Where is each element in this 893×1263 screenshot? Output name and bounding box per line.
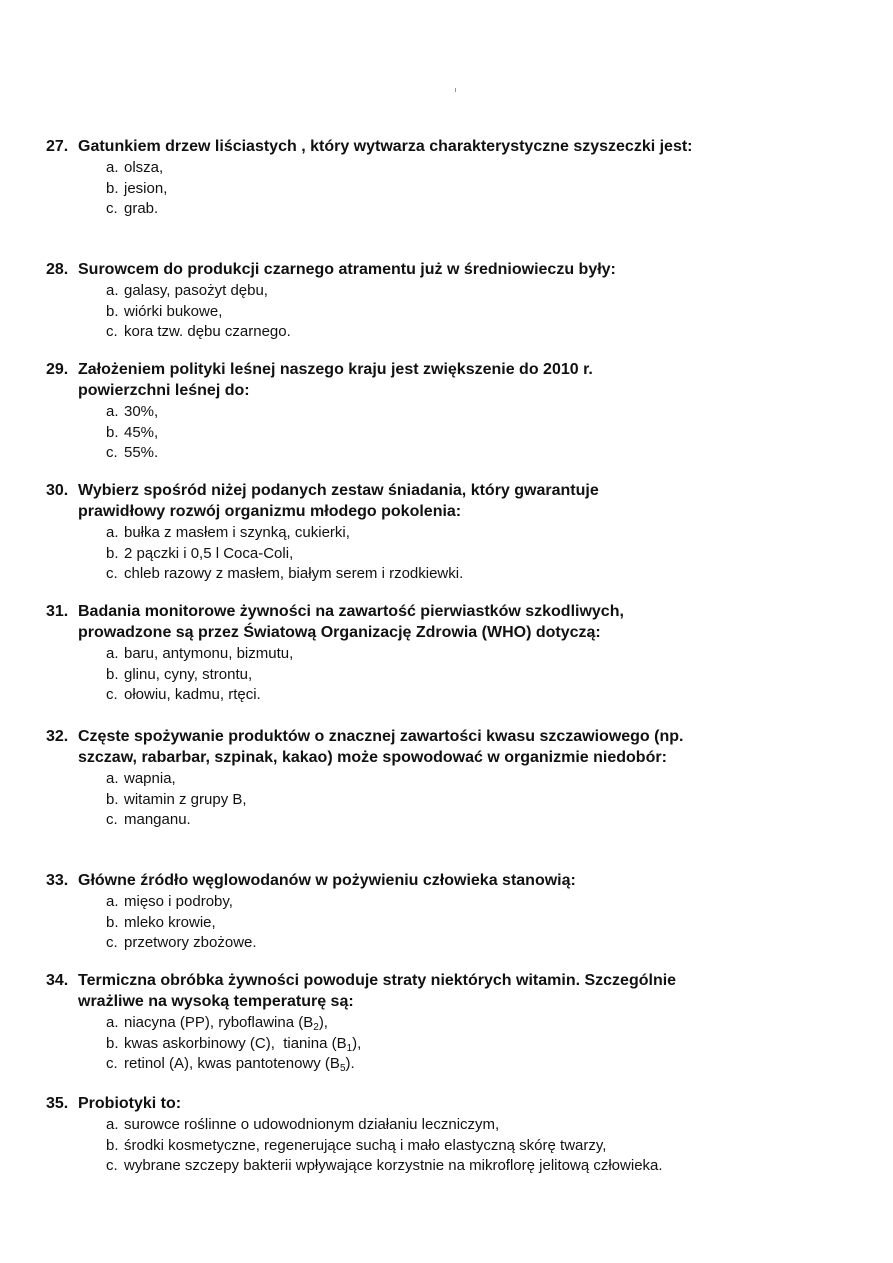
question-29 <box>46 359 766 464</box>
answer-list <box>106 892 766 954</box>
answer-option: a. wapnia, <box>106 770 176 787</box>
question-28 <box>46 259 766 343</box>
question-number: 31. <box>46 603 69 620</box>
answer-option: b. 45%, <box>106 423 159 441</box>
answer-option: b. glinu, cyny, strontu, <box>106 665 253 683</box>
answer-list <box>106 281 766 343</box>
question-text: Główne źródło węglowodanów w pożywieniu człowieka stanowią: <box>78 872 576 889</box>
question-text: Probiotyki to: <box>78 1095 182 1112</box>
answer-list <box>106 402 766 464</box>
question-text: Badania monitorowe żywności na zawartość pierwiastków szkodliwych, prowadzone są przez Światową Organizację Zdrowia (WHO) dotyczą: <box>78 603 624 641</box>
question-33 <box>46 870 766 954</box>
question-31 <box>46 601 766 706</box>
question-number: 28. <box>46 261 69 278</box>
question-number: 27. <box>46 138 69 155</box>
question-32 <box>46 726 766 831</box>
question-35 <box>46 1093 766 1177</box>
question-header <box>46 870 766 891</box>
question-header <box>46 970 766 1012</box>
answer-option: c. manganu. <box>106 811 191 828</box>
answer-option: c. kora tzw. dębu czarnego. <box>106 323 291 340</box>
answer-list <box>106 644 766 706</box>
question-header <box>46 259 766 280</box>
answer-list <box>106 769 766 831</box>
question-header <box>46 136 766 157</box>
question-header <box>46 480 766 522</box>
answer-option: a. 30%, <box>106 403 159 420</box>
question-number: 33. <box>46 872 69 889</box>
scan-speck <box>455 88 456 92</box>
question-text: Wybierz spośród niżej podanych zestaw śniadania, który gwarantuje prawidłowy rozwój organizmu młodego pokolenia: <box>78 482 599 520</box>
question-number: 30. <box>46 482 69 499</box>
question-header <box>46 726 766 768</box>
answer-option: b. witamin z grupy B, <box>106 790 247 808</box>
answer-option: c. ołowiu, kadmu, rtęci. <box>106 686 261 703</box>
question-header <box>46 1093 766 1114</box>
answer-option: c. retinol (A), kwas pantotenowy $(B_5)$. <box>106 1055 355 1074</box>
question-text: Surowcem do produkcji czarnego atramentu już w średniowieczu były: <box>78 261 616 278</box>
answer-option: b. mleko krowie, <box>106 913 216 931</box>
answer-list <box>106 158 766 220</box>
answer-option: b. wiórki bukowe, <box>106 302 223 320</box>
question-header <box>46 601 766 643</box>
answer-option: a. surowce roślinne o udowodnionym działaniu leczniczym, <box>106 1116 500 1133</box>
question-text: Termiczna obróbka żywności powoduje straty niektórych witamin. Szczególnie wrażliwe na wysoką temperaturę są: <box>78 972 677 1010</box>
answer-option: b. środki kosmetyczne, regenerujące suchą i mało elastyczną skórę twarzy, <box>106 1136 607 1154</box>
question-30 <box>46 480 766 585</box>
question-34 <box>46 970 766 1075</box>
question-27 <box>46 136 766 220</box>
answer-option: a. olsza, <box>106 159 164 176</box>
answer-option: b. jesion, <box>106 179 168 197</box>
answer-option: c. chleb razowy z masłem, białym serem i rzodkiewki. <box>106 565 464 582</box>
answer-list <box>106 523 766 585</box>
question-text: Gatunkiem drzew liściastych , który wytwarza charakterystyczne szyszeczki jest: <box>78 138 693 155</box>
answer-option: c. wybrane szczepy bakterii wpływające korzystnie na mikroflorę jelitową człowieka. <box>106 1157 663 1174</box>
answer-option: c. przetwory zbożowe. <box>106 934 257 951</box>
answer-option: a. niacyna (PP), ryboflawina $(B_2)$, <box>106 1014 328 1033</box>
question-number: 32. <box>46 728 69 745</box>
question-number: 29. <box>46 361 69 378</box>
answer-option: a. mięso i podroby, <box>106 893 233 910</box>
answer-option: c. 55%. <box>106 444 159 461</box>
answer-option: a. galasy, pasożyt dębu, <box>106 282 268 299</box>
question-number: 34. <box>46 972 69 989</box>
question-text: Częste spożywanie produktów o znacznej zawartości kwasu szczawiowego (np. szczaw, rabarbar, szpinak, kakao) może spowodować w organizmie niedobór: <box>78 728 684 766</box>
answer-option: b. kwas askorbinowy (C), tianina $(B_1)$, <box>106 1034 362 1054</box>
answer-list <box>106 1013 766 1075</box>
answer-option: b. 2 pączki i 0,5 l Coca-Coli, <box>106 544 294 562</box>
answer-option: a. baru, antymonu, bizmutu, <box>106 645 294 662</box>
answer-option: c. grab. <box>106 200 159 217</box>
question-number: 35. <box>46 1095 69 1112</box>
question-header <box>46 359 766 401</box>
answer-option: a. bułka z masłem i szynką, cukierki, <box>106 524 350 541</box>
answer-list <box>106 1115 766 1177</box>
question-text: Założeniem polityki leśnej naszego kraju jest zwiększenie do 2010 r. powierzchni leśnej do: <box>78 361 593 399</box>
